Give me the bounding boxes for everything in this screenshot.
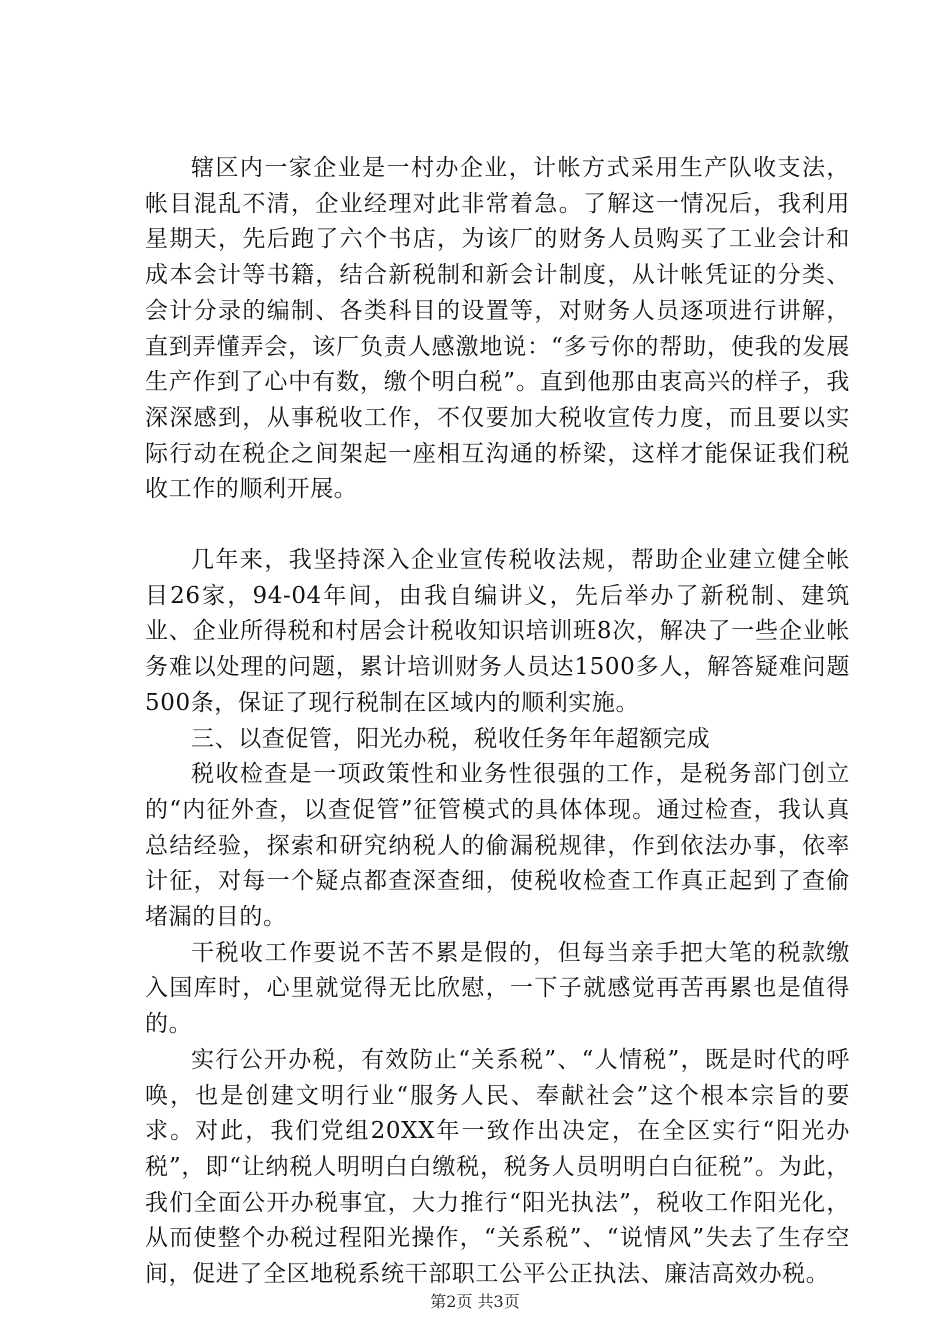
paragraph-open-tax: 实行公开办税，有效防止“关系税”、“人情税”，既是时代的呼唤，也是创建文明行业“服务人民、奉献社会”这个根本宗旨的要求。对此，我们党组20XX年一致作出决定，在全区实行“阳光办税”，即“让纳税人明明白白缴税，税务人员明明白白征税”。为此，我们全面公开办税事宜，大力推行“阳光执法”，税收工作阳光化，从而使整个办税过程阳光操作，“关系税”、“说情风”失去了生存空间，促进了全区地税系统干部职工公平公正执法、廉洁高效办税。 [145,1046,850,1288]
paragraph-tax-inspection: 税收检查是一项政策性和业务性很强的工作，是税务部门创立的“内征外查，以查促管”征管模式的具体体现。通过检查，我认真总结经验，探索和研究纳税人的偷漏税规律，作到依法办事，依率计征，对每一个疑点都查深查细，使税收检查工作真正起到了查偷堵漏的目的。 [145,761,850,931]
page-number-footer: 第2页 共3页 [430,1292,520,1311]
document-body [145,151,850,1293]
section-heading: 三、以查促管，阳光办税，税收任务年年超额完成 [191,725,711,752]
paragraph-hard-work: 干税收工作要说不苦不累是假的，但每当亲手把大笔的税款缴入国库时，心里就觉得无比欣慰，一下子就感觉再苦再累也是值得的。 [145,939,850,1038]
paragraph-enterprise-help: 辖区内一家企业是一村办企业，计帐方式采用生产队收支法，帐目混乱不清，企业经理对此非常着急。了解这一情况后，我利用星期天，先后跑了六个书店，为该厂的财务人员购买了工业会计和成本会计等书籍，结合新税制和新会计制度，从计帐凭证的分类、会计分录的编制、各类科目的设置等，对财务人员逐项进行讲解，直到弄懂弄会，该厂负责人感激地说：“多亏你的帮助，使我的发展生产作到了心中有数，缴个明白税”。直到他那由衷高兴的样子，我深深感到，从事税收工作，不仅要加大税收宣传力度，而且要以实际行动在税企之间架起一座相互沟通的桥梁，这样才能保证我们税收工作的顺利开展。 [145,155,850,503]
paragraph-training: 几年来，我坚持深入企业宣传税收法规，帮助企业建立健全帐目26家，94-04年间，由我自编讲义，先后举办了新税制、建筑业、企业所得税和村居会计税收知识培训班8次，解决了一些企业帐务难以处理的问题，累计培训财务人员达1500多人，解答疑难问题500条，保证了现行税制在区域内的顺利实施。 [145,547,850,716]
